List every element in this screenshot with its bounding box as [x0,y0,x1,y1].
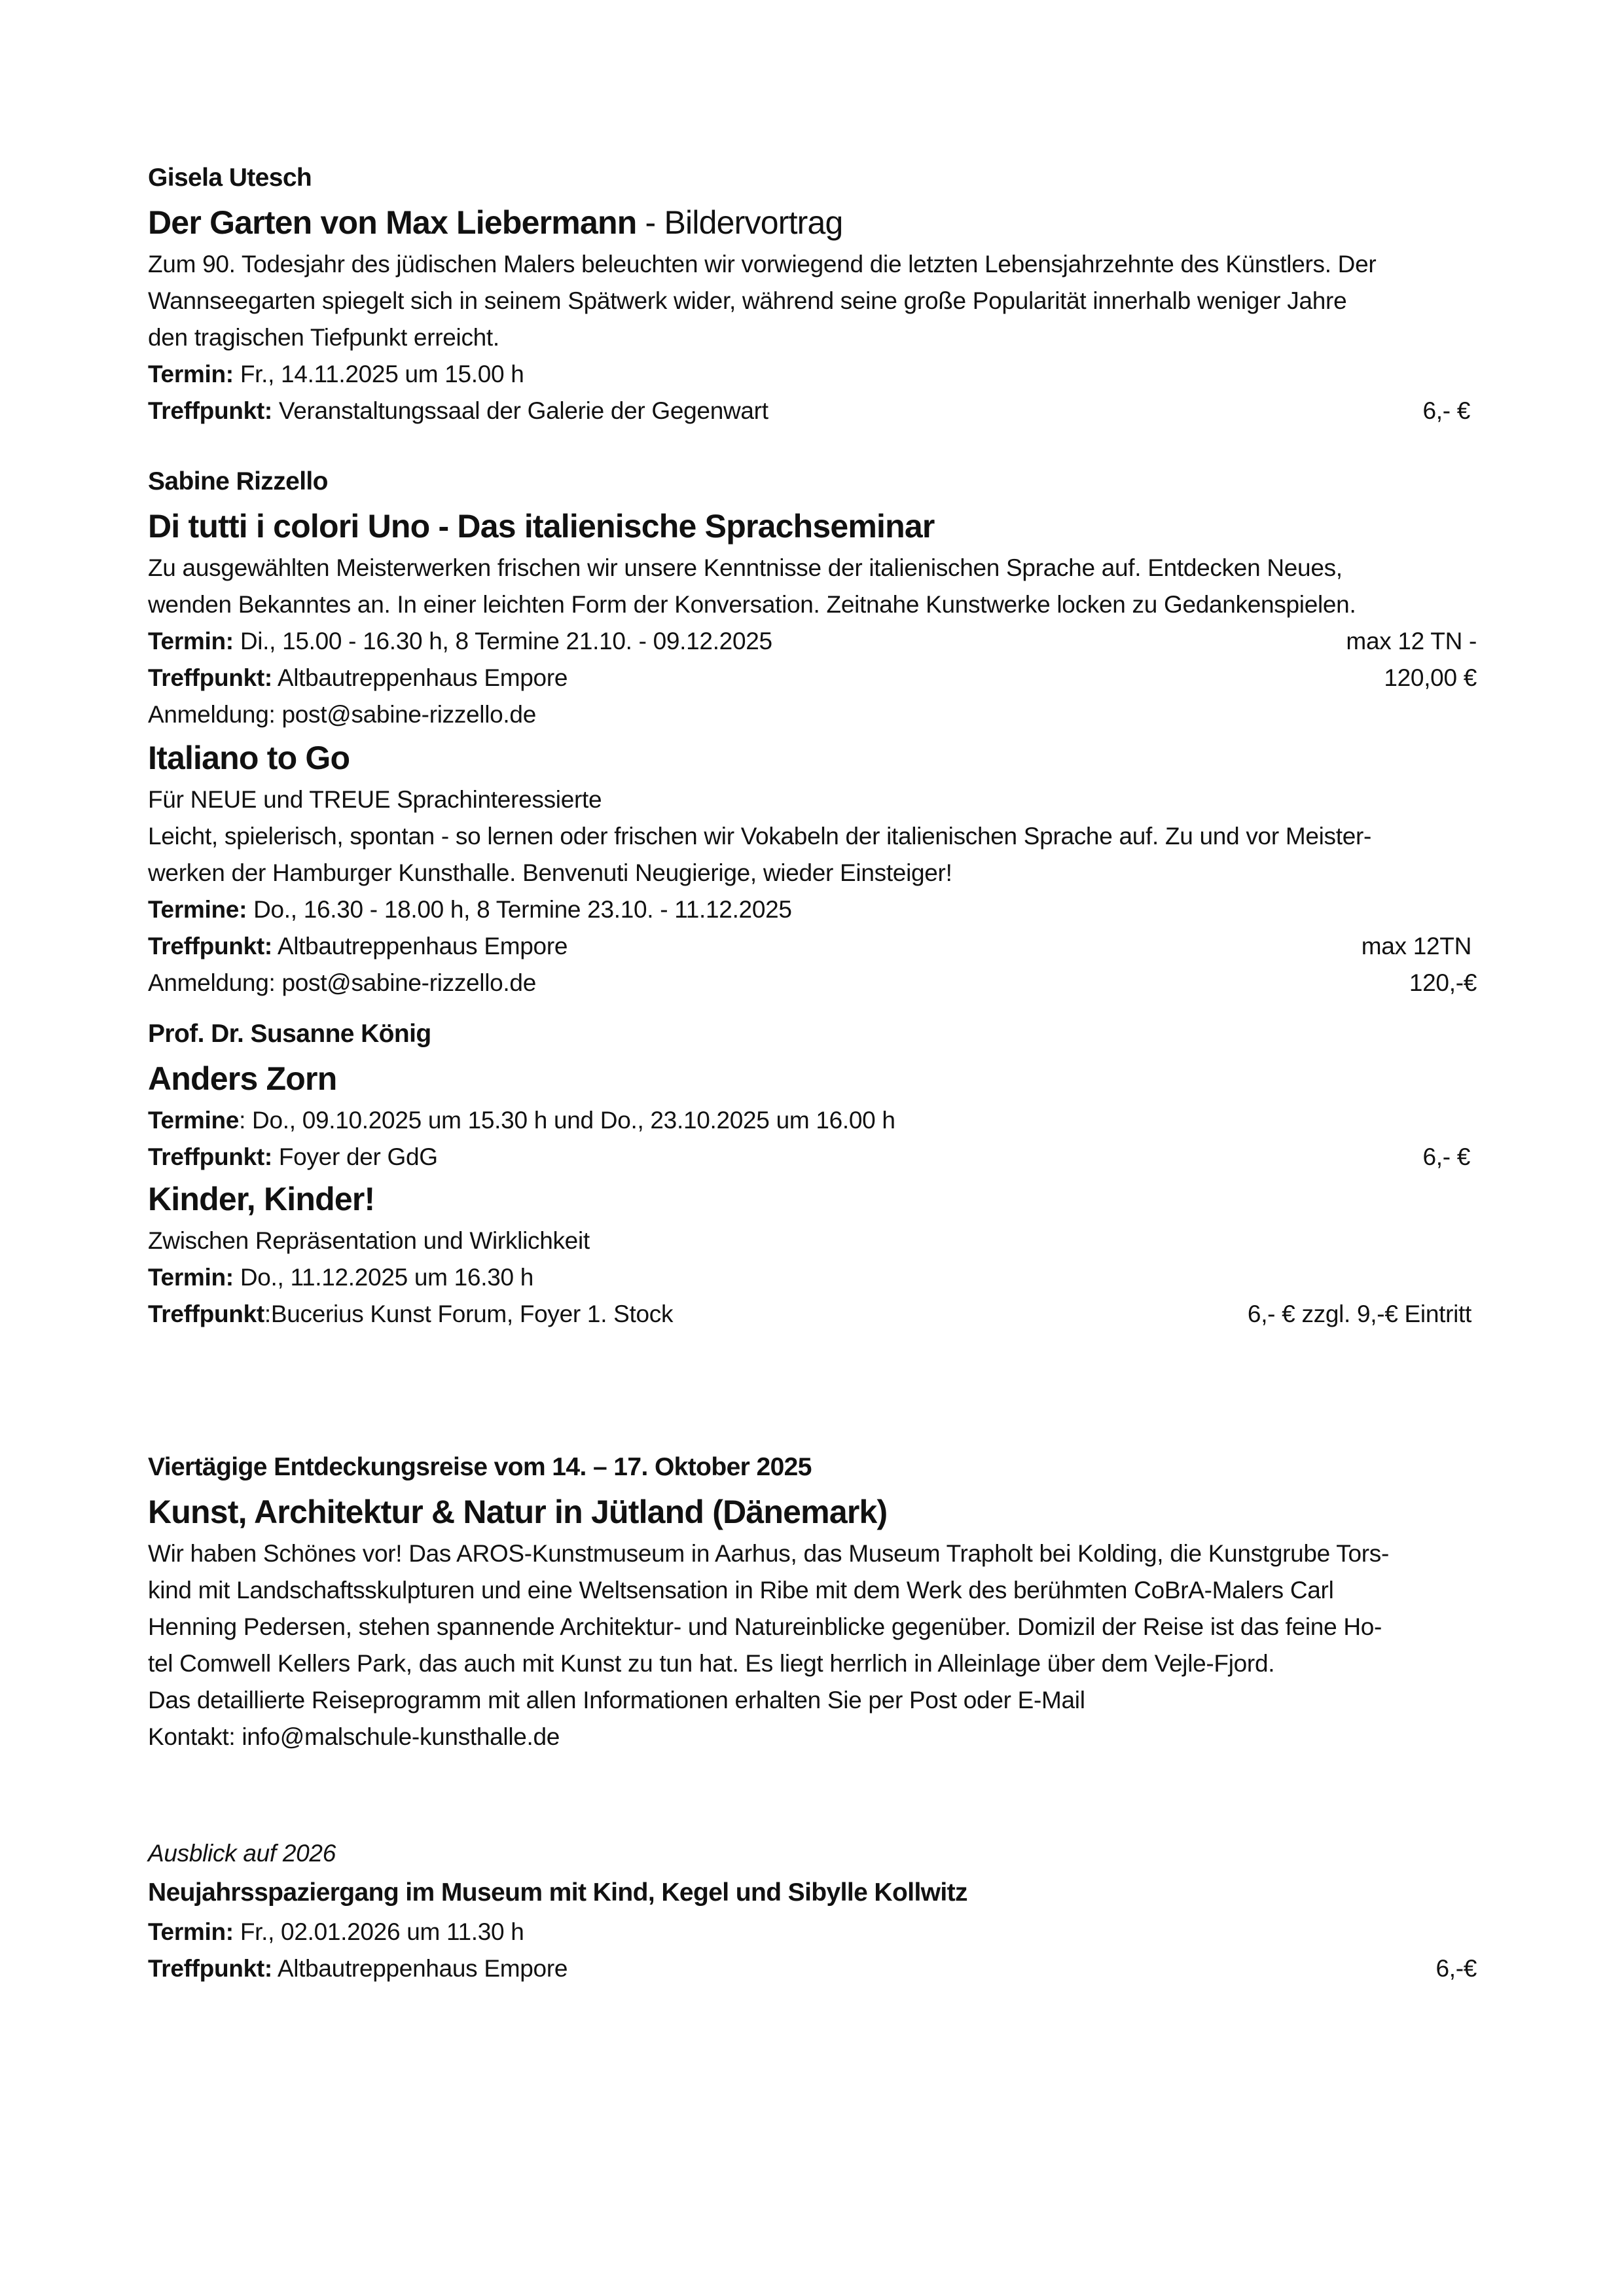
treffpunkt-label: Treffpunkt: [148,1143,272,1170]
event-title [148,199,1477,246]
treffpunkt-value: Altbautreppenhaus Empore [272,664,568,691]
capacity: max 12TN [1361,933,1471,960]
price: 120,-€ [1409,969,1477,996]
treffpunkt-value: Altbautreppenhaus Empore [272,1955,568,1982]
event-title-main: Der Garten von Max Liebermann [148,204,637,241]
termin-label: Termin: [148,1264,234,1291]
treffpunkt-value: :Bucerius Kunst Forum, Foyer 1. Stock [264,1300,674,1327]
description-line: Wir haben Schönes vor! Das AROS-Kunstmuseum in Aarhus, das Museum Trapholt bei Kolding, die Kunstgrube Tors- [148,1540,1389,1567]
event-reise [148,1446,1477,1755]
termin-line [148,623,1477,660]
description-line: wenden Bekanntes an. In einer leichten Form der Konversation. Zeitnahe Kunstwerke locken zu Gedankenspielen. [148,591,1356,618]
description-line: Zwischen Repräsentation und Wirklichkeit [148,1227,590,1254]
termin-line [148,356,1477,393]
event-title-main: Italiano to Go [148,740,350,776]
treffpunkt-value: Foyer der GdG [272,1143,438,1170]
description-line: Leicht, spielerisch, spontan - so lernen oder frischen wir Vokabeln der italienischen Sprache auf. Zu und vor Meister- [148,823,1372,850]
treffpunkt-label: Treffpunkt: [148,933,272,960]
treffpunkt-line [148,1296,1477,1333]
price: 6,- € zzgl. 9,-€ Eintritt [1247,1300,1471,1327]
anmeldung-value: Anmeldung: post@sabine-rizzello.de [148,969,536,996]
treffpunkt-value: Altbautreppenhaus Empore [272,933,568,960]
anmeldung-line [148,965,1477,1001]
termin-value: Do., 16.30 - 18.00 h, 8 Termine 23.10. - 11.12.2025 [247,896,792,923]
termin-line [148,1102,1477,1139]
price: 6,- € [1422,397,1470,424]
termin-label: Termin: [148,361,234,387]
treffpunkt-label: Treffpunkt: [148,1955,272,1982]
outlook-kicker: Ausblick auf 2026 [148,1840,336,1867]
event-title [148,503,1477,550]
event-title-main: Anders Zorn [148,1060,337,1097]
treffpunkt-line [148,928,1477,965]
treffpunkt-value: Veranstaltungssaal der Galerie der Gegenwart [272,397,768,424]
event-title-main: Di tutti i colori Uno - Das italienische Sprachseminar [148,508,935,545]
contact-line: Kontakt: info@malschule-kunsthalle.de [148,1723,560,1750]
treffpunkt-label: Treffpunkt [148,1300,264,1327]
description-line: den tragischen Tiefpunkt erreicht. [148,324,499,351]
author-name: Sabine Rizzello [148,467,328,495]
event-title-sub: - Bildervortrag [636,204,843,241]
termin-value: Fr., 02.01.2026 um 11.30 h [233,1918,524,1945]
treffpunkt-label: Treffpunkt: [148,664,272,691]
description-line: Für NEUE und TREUE Sprachinteressierte [148,786,602,813]
event-title-main: Kinder, Kinder! [148,1181,375,1217]
termin-label: Termine [148,1107,240,1134]
event-title [148,1175,1477,1223]
event-title [148,734,1477,781]
event-title [148,1055,1477,1102]
event-koenig [148,1013,1477,1333]
treffpunkt-line [148,660,1477,696]
capacity: max 12 TN - [1346,628,1477,655]
termin-value: Fr., 14.11.2025 um 15.00 h [233,361,524,387]
description-line: werken der Hamburger Kunsthalle. Benvenuti Neugierige, wieder Einsteiger! [148,859,952,886]
description-line: Wannseegarten spiegelt sich in seinem Spätwerk wider, während seine große Popularität innerhalb weniger Jahre [148,287,1347,314]
anmeldung-line: Anmeldung: post@sabine-rizzello.de [148,701,536,728]
termin-value: Di., 15.00 - 16.30 h, 8 Termine 21.10. - 09.12.2025 [233,628,772,655]
termin-label: Termine: [148,896,247,923]
event-utesch [148,157,1477,429]
price: 6,- € [1422,1143,1470,1170]
termin-value: : Do., 09.10.2025 um 15.30 h und Do., 23.10.2025 um 16.00 h [239,1107,895,1134]
treffpunkt-line [148,393,1477,429]
description-line: tel Comwell Kellers Park, das auch mit Kunst zu tun hat. Es liegt herrlich in Alleinlage über dem Vejle-Fjord. [148,1650,1275,1677]
description-line: Zu ausgewählten Meisterwerken frischen wir unsere Kenntnisse der italienischen Sprache auf. Entdecken Neues, [148,554,1343,581]
termin-line [148,1259,1477,1296]
description-line: Henning Pedersen, stehen spannende Architektur- und Natureinblicke gegenüber. Domizil der Reise ist das feine Ho- [148,1613,1382,1640]
document-page [148,0,1477,2296]
description-line: Das detaillierte Reiseprogramm mit allen Informationen erhalten Sie per Post oder E-Mail [148,1687,1085,1713]
treffpunkt-label: Treffpunkt: [148,397,272,424]
treffpunkt-line [148,1139,1477,1175]
outlook-title: Neujahrsspaziergang im Museum mit Kind, Kegel und Sibylle Kollwitz [148,1878,967,1907]
event-title [148,1488,1477,1535]
treffpunkt-line [148,1950,1477,1987]
price: 6,-€ [1435,1955,1477,1982]
termin-label: Termin: [148,628,234,655]
event-rizzello [148,461,1477,1001]
price: 120,00 € [1384,664,1477,691]
author-name: Gisela Utesch [148,164,312,192]
description-line: Zum 90. Todesjahr des jüdischen Malers beleuchten wir vorwiegend die letzten Lebensjahrzehnte des Künstlers. Der [148,251,1377,278]
termin-label: Termin: [148,1918,234,1945]
termin-line [148,1914,1477,1950]
termin-value: Do., 11.12.2025 um 16.30 h [233,1264,534,1291]
event-ausblick [148,1835,1477,1987]
trip-heading: Viertägige Entdeckungsreise vom 14. – 17. Oktober 2025 [148,1453,812,1481]
event-title-main: Kunst, Architektur & Natur in Jütland (Dänemark) [148,1494,888,1530]
description-line: kind mit Landschaftsskulpturen und eine Weltsensation in Ribe mit dem Werk des berühmten CoBrA-Malers Carl [148,1577,1334,1604]
termin-line [148,891,1477,928]
author-name: Prof. Dr. Susanne König [148,1020,431,1048]
